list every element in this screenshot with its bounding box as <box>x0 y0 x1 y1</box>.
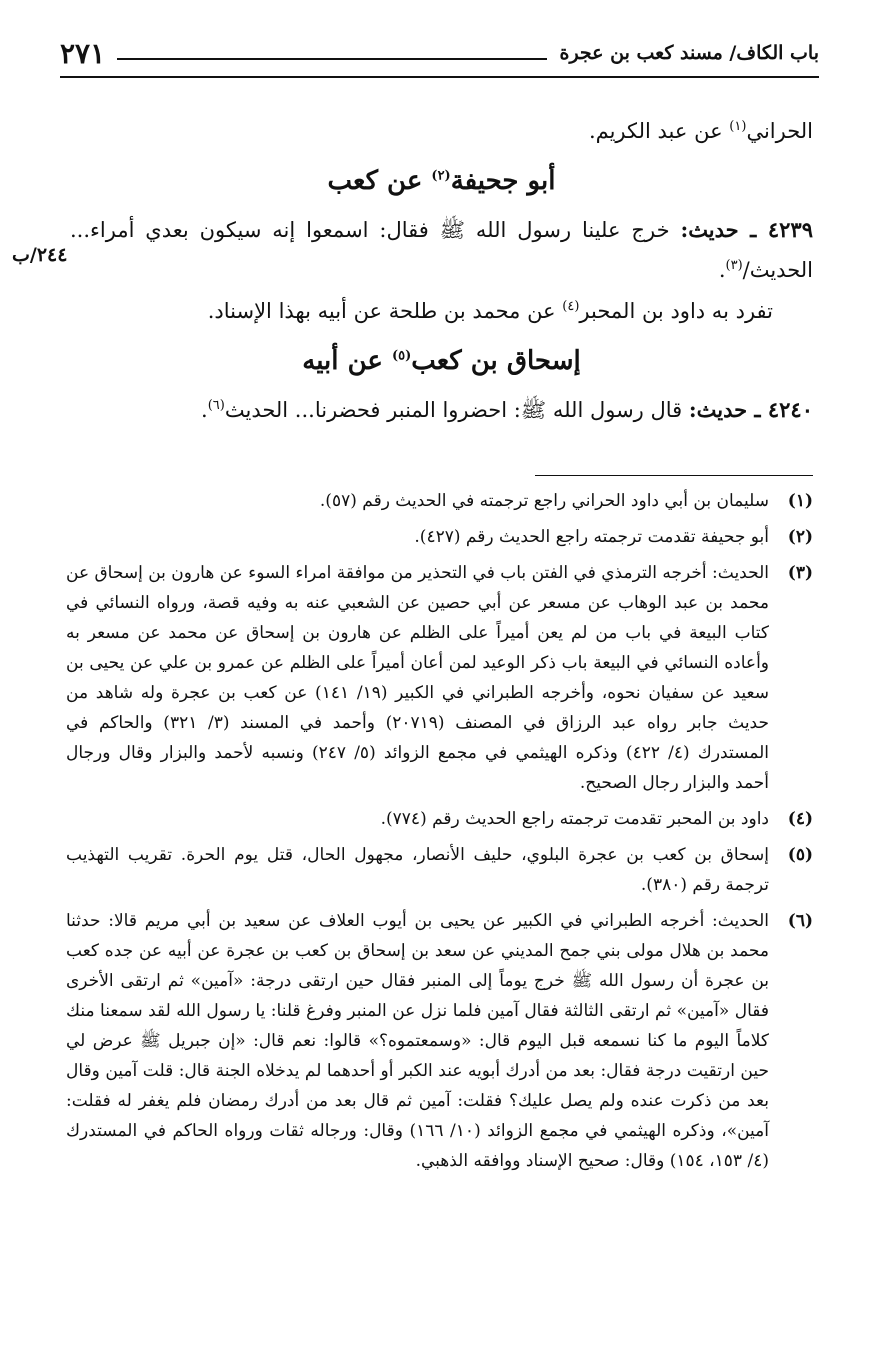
hadith-4240: ٤٢٤٠ ـ حديث: قال رسول الله ﷺ: احضروا المنبر فحضرنا... الحديث$^{(٦)}$. <box>201 397 813 422</box>
footnote-number: (٣) <box>787 563 813 583</box>
footnote-text: إسحاق بن كعب بن عجرة البلوي، حليف الأنصار، مجهول الحال، قتل يوم الحرة. تقريب التهذيب ترجمة رقم (٣٨٠). <box>66 845 769 895</box>
page-number: ٢٧١ <box>60 36 106 70</box>
footnotes <box>66 486 813 1182</box>
footnote-number: (١) <box>787 491 813 511</box>
footnote-text: الحديث: أخرجه الطبراني في الكبير عن يحيى بن أيوب العلاف عن سعيد بن أبي مريم قالا: حدثنا محمد بن هلال مولى بني جمح المديني عن سعد بن إسحاق بن كعب بن عجرة عن أبيه عن جده كعب بن عجرة أن رسول الله ﷺ خرج يوماً إلى المنبر فقال حين ارتقى درجة: «آمين» ثم ارتقى الأخرى فقال «آمين» ثم ارتقى الثالثة فقال آمين فلما نزل عن المنبر وفرغ قلنا: يا رسول الله لقد سمعنا منك كلاماً اليوم ما كنا نسمعه قبل اليوم قال: «وسمعتموه؟» قالوا: نعم قال: «إن جبريل ﷺ عرض لي حين ارتقيت درجة فقال: بعد من أدرك أبويه عند الكبر أو أحدهما لم يدخلاه الجنة قال: قلت آمين وقال بعد من ذكرت عنده ولم يصل عليك؟ فقلت: آمين ثم قال بعد من أدرك رمضان فلم يغفر له فقلت: آمين»، وذكره الهيثمي في مجمع الزوائد (١٠/ ١٦٦) وقال: ورجاله ثقات ورواه الحاكم في المستدرك (٤/ ١٥٣، ١٥٤) وقال: صحيح الإسناد ووافقه الذهبي. <box>66 911 769 1171</box>
footnote-text: داود بن المحبر تقدمت ترجمته راجع الحديث رقم (٧٧٤). <box>380 809 769 829</box>
main-text <box>70 110 813 430</box>
footnote-ref: (٤) <box>562 299 580 314</box>
narration-note: تفرد به داود بن المحبر$^{(٤)}$ عن محمد بن طلحة عن أبيه بهذا الإسناد. <box>207 299 773 323</box>
footnote <box>66 804 813 834</box>
hadith-4239: ٤٢٣٩ ـ حديث: خرج علينا رسول الله ﷺ فقال: اسمعوا إنه سيكون بعدي أمراء... الحديث/$^{(٣)}$. <box>70 217 813 282</box>
footnote-ref: (٦) <box>207 398 225 413</box>
header-rule <box>117 58 547 60</box>
hadith-text: قال رسول الله ﷺ: احضروا المنبر فحضرنا... الحديث <box>224 398 683 422</box>
page-header <box>60 30 819 78</box>
continuation-line: الحراني$^{(١)}$ عن عبد الكريم. <box>588 119 813 143</box>
hadith-number: ٤٢٣٩ ـ حديث: <box>680 217 813 242</box>
footnote <box>66 906 813 1176</box>
footnote <box>66 486 813 516</box>
footnote-number: (٥) <box>787 845 813 865</box>
footnote-ref: (٢) <box>431 168 451 184</box>
section-heading-abu-juhayfa: أبو جحيفة$^{(٢)}$ عن كعب <box>327 166 556 196</box>
footnote-number: (٤) <box>787 809 813 829</box>
hadith-text: خرج علينا رسول الله ﷺ فقال: اسمعوا إنه سيكون بعدي أمراء... الحديث/ <box>70 218 813 282</box>
footnote-ref: (٥) <box>391 348 412 364</box>
footnote-separator <box>535 475 813 476</box>
hadith-number: ٤٢٤٠ ـ حديث: <box>688 397 813 422</box>
footnote <box>66 558 813 798</box>
footnote <box>66 840 813 900</box>
footnote-text: الحديث: أخرجه الترمذي في الفتن باب في التحذير من موافقة امراء السوء عن هارون بن إسحاق عن محمد بن عبد الوهاب عن مسعر عن أبي حصين عن الشعبي عنه به وفيه قصة، ورواه النسائي في كتاب البيعة في باب من لم يعن أميراً على الظلم عن هارون بن إسحاق عن محمد عن مسعر به وأعاده النسائي في البيعة باب ذكر الوعيد لمن أعان أميراً على الظلم عن عمرو بن علي عن يحيى بن سعيد عن سفيان نحوه، وأخرجه الطبراني في الكبير (١٩/ ١٤١) عن كعب بن عجرة وله شاهد من حديث جابر رواه عبد الرزاق في المصنف (٢٠٧١٩) وأحمد في المسند (٣/ ٣٢١) والحاكم في المستدرك (٤/ ٤٢٢) وذكره الهيثمي في مجمع الزوائد (٥/ ٢٤٧) ونسبه لأحمد والبزار وقال ورجال أحمد والبزار رجال الصحيح. <box>66 563 769 793</box>
footnote-text: سليمان بن أبي داود الحراني راجع ترجمته في الحديث رقم (٥٧). <box>319 491 769 511</box>
footnote-ref: (٣) <box>725 258 743 273</box>
footnote-ref: (١) <box>729 119 747 134</box>
running-head: باب الكاف/ مسند كعب بن عجرة <box>559 42 819 64</box>
folio-marker: ٢٤٤/ب <box>12 244 68 266</box>
footnote <box>66 522 813 552</box>
section-heading-ishaq: إسحاق بن كعب$^{(٥)}$ عن أبيه <box>302 346 581 376</box>
footnote-number: (٦) <box>787 911 813 931</box>
footnote-text: أبو جحيفة تقدمت ترجمته راجع الحديث رقم (٤٢٧). <box>414 527 769 547</box>
footnote-number: (٢) <box>787 527 813 547</box>
